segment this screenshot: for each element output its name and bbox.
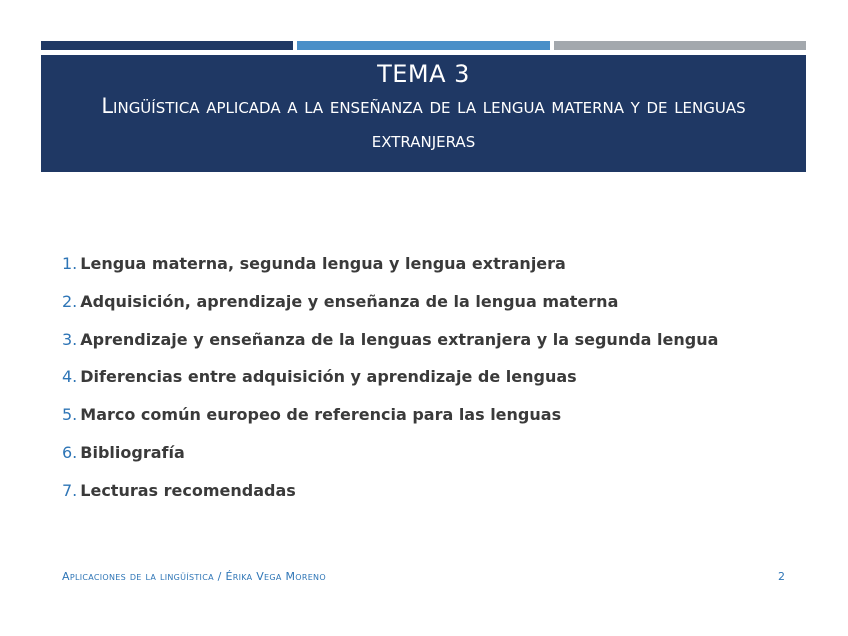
topic-item — [62, 287, 718, 325]
topic-item — [62, 362, 718, 400]
decorative-top-bars — [41, 41, 806, 50]
top-bar-mid — [297, 41, 549, 50]
topic-text: Marco común europeo de referencia para las lenguas — [80, 405, 562, 425]
topic-text: Lecturas recomendadas — [80, 480, 296, 500]
topic-item — [62, 438, 718, 476]
topic-number: 7. — [62, 480, 78, 500]
topic-number: 3. — [62, 329, 78, 349]
topic-number: 5. — [62, 405, 78, 425]
slide-title: TEMA 3 — [377, 60, 470, 88]
slide-footer: Aplicaciones de la lingüística / Érika Vega Moreno — [62, 570, 326, 583]
topic-text: Adquisición, aprendizaje y enseñanza de la lengua materna — [80, 291, 619, 311]
topic-number: 6. — [62, 442, 78, 462]
page-number: 2 — [778, 570, 785, 583]
topic-item — [62, 325, 718, 363]
topic-text: Aprendizaje y enseñanza de la lenguas extranjera y la segunda lengua — [80, 329, 719, 349]
topic-number: 4. — [62, 367, 78, 387]
topic-list — [62, 249, 718, 514]
top-bar-dark — [41, 41, 293, 50]
slide-subtitle: Lingüística aplicada a la enseñanza de la lengua materna y de lenguas extranjeras — [101, 94, 746, 152]
topic-item — [62, 476, 718, 514]
topic-number: 1. — [62, 254, 78, 273]
topic-text: Lengua materna, segunda lengua y lengua extranjera — [80, 254, 566, 273]
topic-text: Diferencias entre adquisición y aprendizaje de lenguas — [80, 367, 577, 387]
topic-item — [62, 249, 718, 287]
topic-number: 2. — [62, 291, 78, 311]
top-bar-light — [554, 41, 806, 50]
slide-title-banner — [41, 55, 806, 172]
topic-text: Bibliografía — [80, 442, 185, 462]
topic-item — [62, 400, 718, 438]
